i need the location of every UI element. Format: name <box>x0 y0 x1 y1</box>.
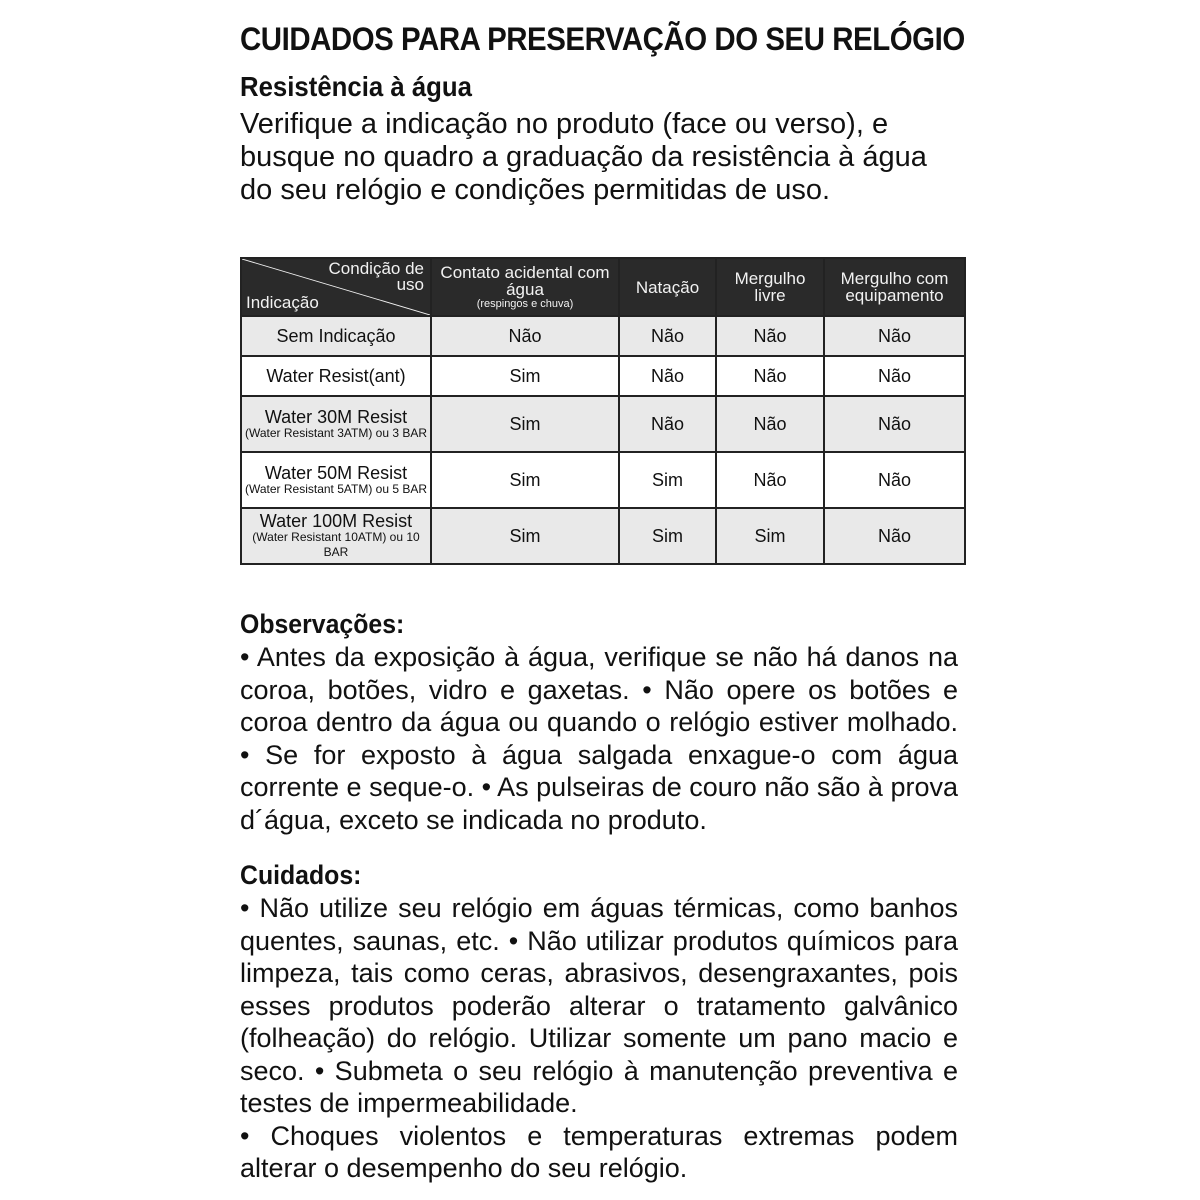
column-header-label: Natação <box>635 277 700 297</box>
observacoes-title: Observações: <box>240 609 405 639</box>
table-cell: Não <box>716 452 824 508</box>
cuidados-text-2: • Choques violentos e temperaturas extremas podem alterar o desempenho do seu relógio. <box>240 1120 958 1183</box>
water-resistance-table <box>240 257 966 565</box>
table-row <box>241 396 965 452</box>
table-cell: Não <box>824 452 965 508</box>
intro-paragraph: Verifique a indicação no produto (face ou verso), e busque no quadro a graduação da resistência à água do seu relógio e condições permitidas de uso. <box>240 108 927 206</box>
observacoes-text: • Antes da exposição à água, verifique se não há danos na coroa, botões, vidro e gaxetas. • Não opere os botões e coroa dentro da água ou quando o relógio estiver molhado. • Se for exposto à água salgada enxague-o com água corrente e seque-o. • As pulseiras de couro não são à prova d´água, exceto se indicada no produto. <box>240 642 958 835</box>
table-cell: Não <box>431 316 619 356</box>
corner-indication-label: Indicação <box>246 293 319 312</box>
table-row <box>241 452 965 508</box>
table-cell: Não <box>619 356 716 396</box>
table-cell: Não <box>824 508 965 564</box>
table-cell: Não <box>824 316 965 356</box>
table-cell: Sim <box>619 452 716 508</box>
table-cell: Não <box>716 356 824 396</box>
water-resistance-table-wrap <box>240 257 964 565</box>
page-title: CUIDADOS PARA PRESERVAÇÃO DO SEU RELÓGIO <box>240 21 965 57</box>
table-cell: Não <box>619 396 716 452</box>
column-header-label: Mergulho com equipamento <box>840 269 949 305</box>
table-cell: Não <box>824 396 965 452</box>
row-label-cell <box>241 396 431 452</box>
row-label-cell <box>241 508 431 564</box>
table-cell: Sim <box>431 452 619 508</box>
table-row <box>241 356 965 396</box>
table-cell: Sim <box>619 508 716 564</box>
observacoes-section <box>240 607 970 836</box>
column-header <box>824 258 965 316</box>
row-label: Water 100M Resist <box>259 511 413 531</box>
table-cell: Não <box>716 316 824 356</box>
table-cell: Sim <box>716 508 824 564</box>
table-cell: Sim <box>431 356 619 396</box>
table-corner-header <box>241 258 431 316</box>
row-sublabel: (Water Resistant 10ATM) ou 10 BAR <box>252 530 420 559</box>
corner-condition-label: Condição de uso <box>328 259 424 294</box>
cuidados-text: • Não utilize seu relógio em águas térmicas, como banhos quentes, saunas, etc. • Não utilizar produtos químicos para limpeza, tais como ceras, abrasivos, desengraxantes, pois esses produtos poderão alterar o tratamento galvânico (folheação) do relógio. Utilizar somente um pano macio e seco. • Submeta o seu relógio à manutenção preventiva e testes de impermeabilidade. <box>240 893 958 1118</box>
row-label: Sem Indicação <box>241 316 431 356</box>
row-label: Water 50M Resist <box>264 462 408 483</box>
table-cell: Não <box>716 396 824 452</box>
column-header-sublabel: (respingos e chuva) <box>476 297 574 310</box>
column-header <box>716 258 824 316</box>
column-header <box>431 258 619 316</box>
row-label: Water Resist(ant) <box>241 356 431 396</box>
row-label-cell <box>241 452 431 508</box>
cuidados-title: Cuidados: <box>240 860 362 890</box>
column-header-label: Mergulho livre <box>734 269 806 305</box>
table-cell: Não <box>619 316 716 356</box>
table-row <box>241 316 965 356</box>
section-title: Resistência à água <box>240 71 472 102</box>
document-page <box>240 18 970 1185</box>
column-header-label: Contato acidental com água <box>440 262 610 299</box>
row-sublabel: (Water Resistant 3ATM) ou 3 BAR <box>244 425 428 440</box>
column-header <box>619 258 716 316</box>
table-header-row <box>241 258 965 316</box>
table-row <box>241 508 965 564</box>
table-cell: Não <box>824 356 965 396</box>
row-sublabel: (Water Resistant 5ATM) ou 5 BAR <box>244 481 428 496</box>
row-label: Water 30M Resist <box>264 406 408 427</box>
table-cell: Sim <box>431 508 619 564</box>
cuidados-section <box>240 858 970 1185</box>
table-cell: Sim <box>431 396 619 452</box>
